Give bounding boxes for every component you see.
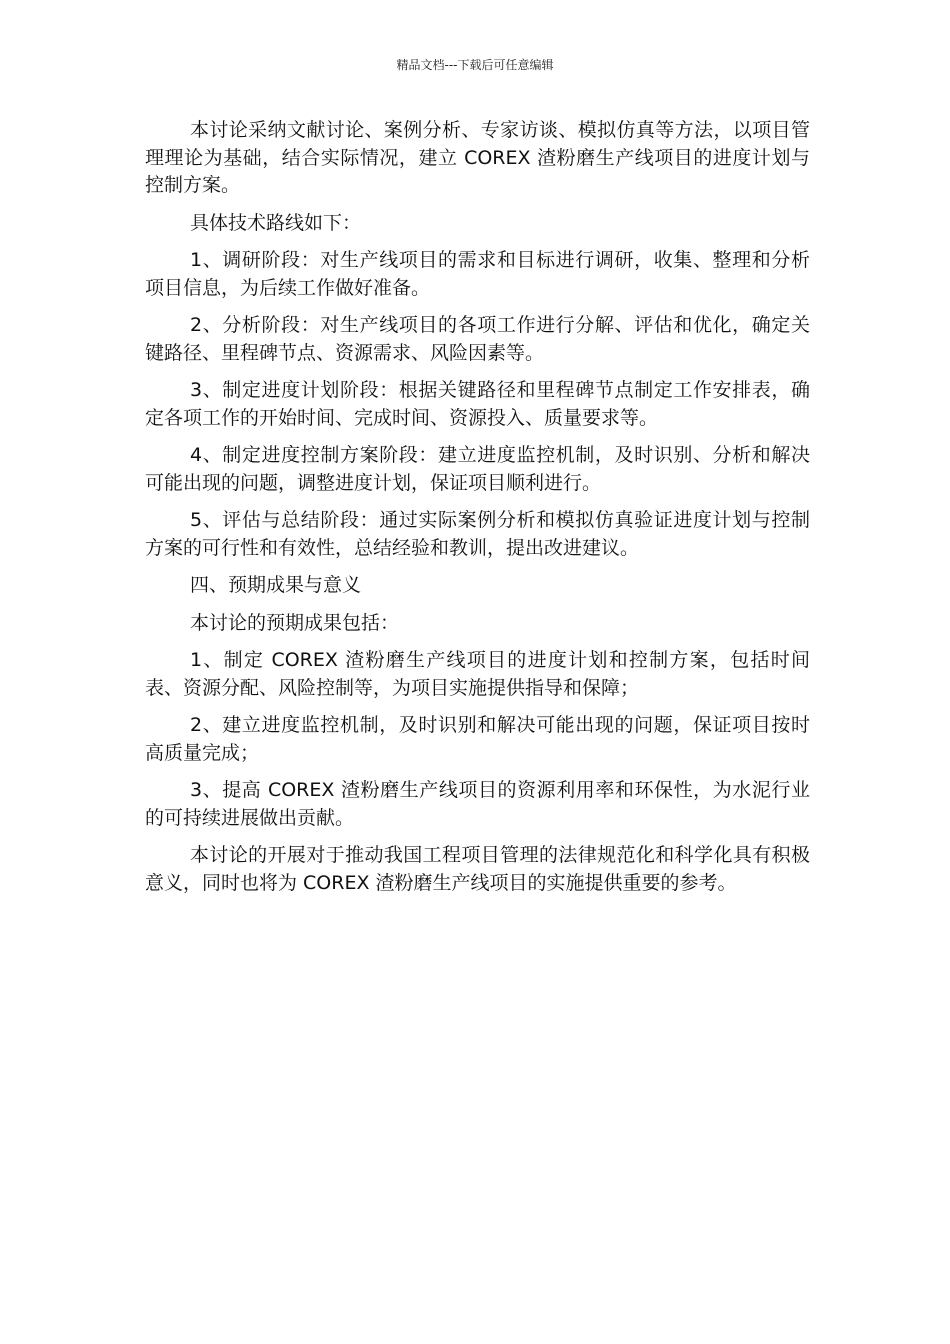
document-body <box>145 117 810 907</box>
paragraph-step-control-plan: 4、制定进度控制方案阶段：建立进度监控机制，及时识别、分析和解决可能出现的问题，调整进度计划，保证项目顺利进行。 <box>145 444 810 494</box>
paragraph-result-2: 2、建立进度监控机制，及时识别和解决可能出现的问题，保证项目按时高质量完成； <box>145 714 810 764</box>
paragraph-step-research: 1、调研阶段：对生产线项目的需求和目标进行调研，收集、整理和分析项目信息，为后续工作做好准备。 <box>145 249 810 299</box>
paragraph-step-evaluation: 5、评估与总结阶段：通过实际案例分析和模拟仿真验证进度计划与控制方案的可行性和有效性，总结经验和教训，提出改进建议。 <box>145 509 810 559</box>
paragraph-step-analysis: 2、分析阶段：对生产线项目的各项工作进行分解、评估和优化，确定关键路径、里程碑节点、资源需求、风险因素等。 <box>145 314 810 364</box>
paragraph-expected-results-intro: 本讨论的预期成果包括： <box>190 611 400 634</box>
paragraph-technical-route-intro: 具体技术路线如下： <box>190 211 362 234</box>
paragraph-result-3: 3、提高 COREX 渣粉磨生产线项目的资源利用率和环保性，为水泥行业的可持续进展做出贡献。 <box>145 779 810 829</box>
page-header: 精品文档---下载后可任意编辑 <box>396 58 554 72</box>
paragraph-result-1: 1、制定 COREX 渣粉磨生产线项目的进度计划和控制方案，包括时间表、资源分配、风险控制等，为项目实施提供指导和保障； <box>145 649 810 699</box>
paragraph-significance: 本讨论的开展对于推动我国工程项目管理的法律规范化和科学化具有积极意义，同时也将为 COREX 渣粉磨生产线项目的实施提供重要的参考。 <box>145 844 810 894</box>
section-heading-expected-results: 四、预期成果与意义 <box>190 574 362 596</box>
paragraph-methods: 本讨论采纳文献讨论、案例分析、专家访谈、模拟仿真等方法，以项目管理理论为基础，结合实际情况，建立 COREX 渣粉磨生产线项目的进度计划与控制方案。 <box>145 119 810 196</box>
paragraph-step-schedule-plan: 3、制定进度计划阶段：根据关键路径和里程碑节点制定工作安排表，确定各项工作的开始时间、完成时间、资源投入、质量要求等。 <box>145 379 810 429</box>
